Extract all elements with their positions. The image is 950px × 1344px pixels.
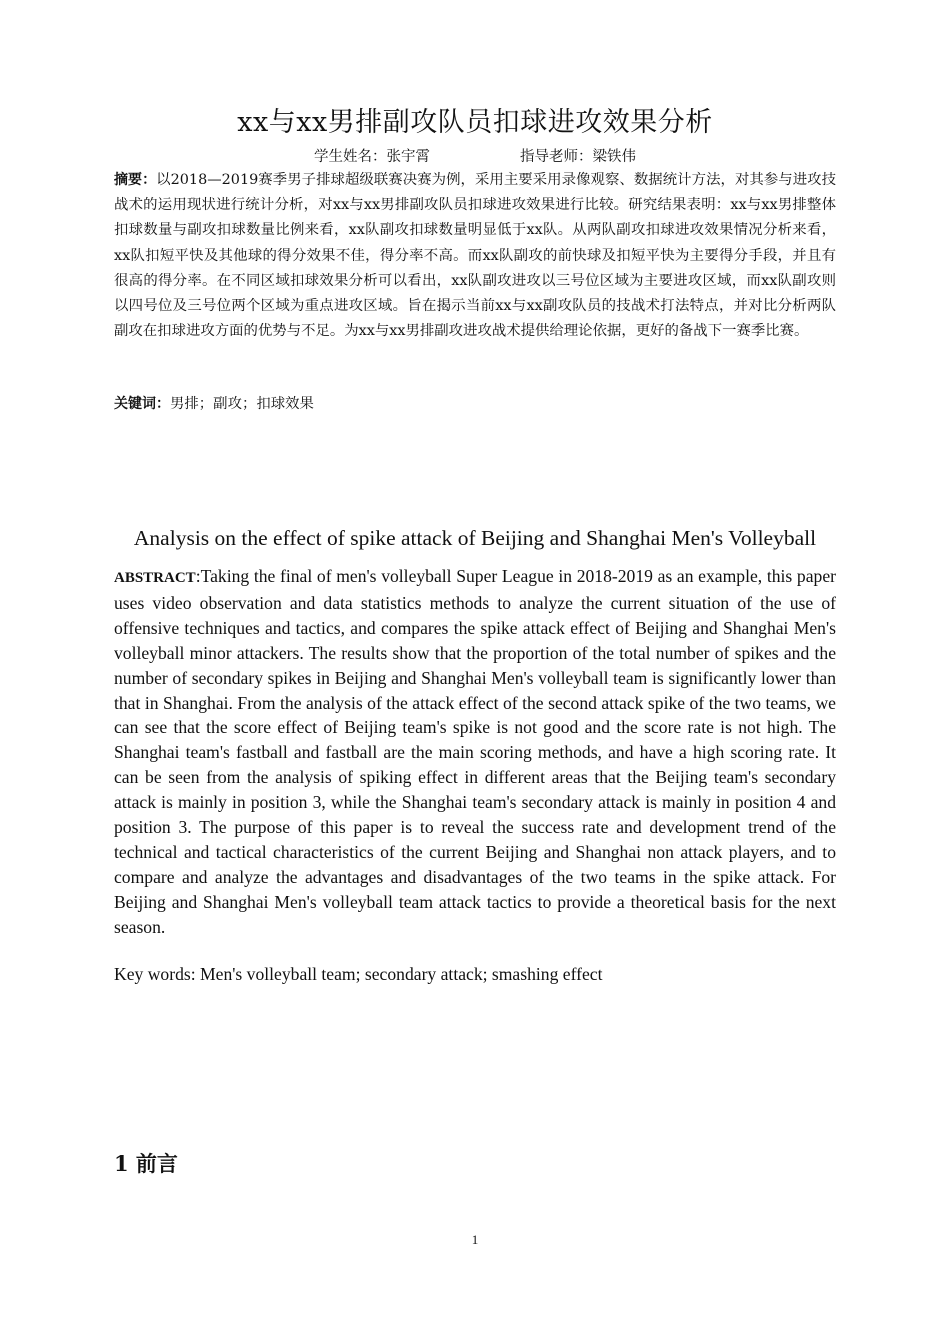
english-title: Analysis on the effect of spike attack of Beijing and Shanghai Men's Volleyball	[133, 526, 817, 550]
chinese-keywords-label: 关键词：	[114, 396, 170, 412]
student-name: 学生姓名：张宇霄	[314, 149, 430, 165]
chinese-abstract-text: 以2018—2019赛季男子排球超级联赛决赛为例，采用主要采用录像观察、数据统计方法，对其参与进攻技战术的运用现状进行统计分析，对xx与xx男排副攻队员扣球进攻效果进行比较。研究结果表明：xx与xx男排整体扣球数量与副攻扣球数量比例来看，xx队副攻扣球数量明显低于xx队。从两队副攻扣球进攻效果情况分析来看，xx队扣短平快及其他球的得分效果不佳，得分率不高。而xx队副攻的前快球及扣短平快为主要得分手段，并且有很高的得分率。在不同区域扣球效果分析可以看出，xx队副攻进攻以三号位区域为主要进攻区域，而xx队副攻则以四号位及三号位两个区域为重点进攻区域。旨在揭示当前xx与xx副攻队员的技战术打法特点，并对比分析两队副攻在扣球进攻方面的优势与不足。为xx与xx男排副攻进攻战术提供给理论依据，更好的备战下一赛季比赛。	[114, 172, 837, 340]
english-abstract-text: :Taking the final of men's volleyball Super League in 2018-2019 as an example, this paper uses video observation and data statistics methods to analyze the current situation of the use of offensive techniques and tactics, and compares the spike attack effect of Beijing and Shanghai Men's volleyball minor attackers. The results show that the proportion of the total number of spikes and the number of secondary spikes in Beijing and Shanghai Men's volleyball team is significantly lower than that in Shanghai. From the analysis of the attack effect of the second attack spike of the two teams, we can see that the score effect of Beijing team's spike is not good and the score rate is not high. The Shanghai team's fastball and fastball are the main scoring methods, and have a high scoring rate. It can be seen from the analysis of spiking effect in different areas that the Beijing team's secondary attack is mainly in position 3, while the Shanghai team's secondary attack is mainly in position 4 and position 3. The purpose of this paper is to reveal the success rate and development trend of the technical and tactical characteristics of the current Beijing and Shanghai non attack players, and to compare and analyze the advantages and disadvantages of the two teams in the spike attack. For Beijing and Shanghai Men's volleyball team attack tactics to provide a theoretical basis for the next season.	[114, 566, 836, 937]
english-keywords: Key words: Men's volleyball team; secondary attack; smashing effect	[114, 964, 603, 984]
chinese-abstract-label: 摘要：	[114, 172, 157, 188]
section-heading-introduction: 1 前言	[114, 1151, 178, 1176]
chinese-title: xx与xx男排副攻队员扣球进攻效果分析	[237, 107, 713, 138]
author-line	[0, 145, 950, 166]
advisor-name: 指导老师：梁铁伟	[520, 149, 636, 165]
chinese-keywords-text: 男排；副攻；扣球效果	[170, 396, 314, 412]
chinese-keywords	[114, 392, 836, 417]
english-abstract	[114, 564, 836, 940]
page-number: 1	[471, 1232, 479, 1247]
english-abstract-label: ABSTRACT	[114, 570, 196, 586]
chinese-abstract	[114, 168, 836, 344]
